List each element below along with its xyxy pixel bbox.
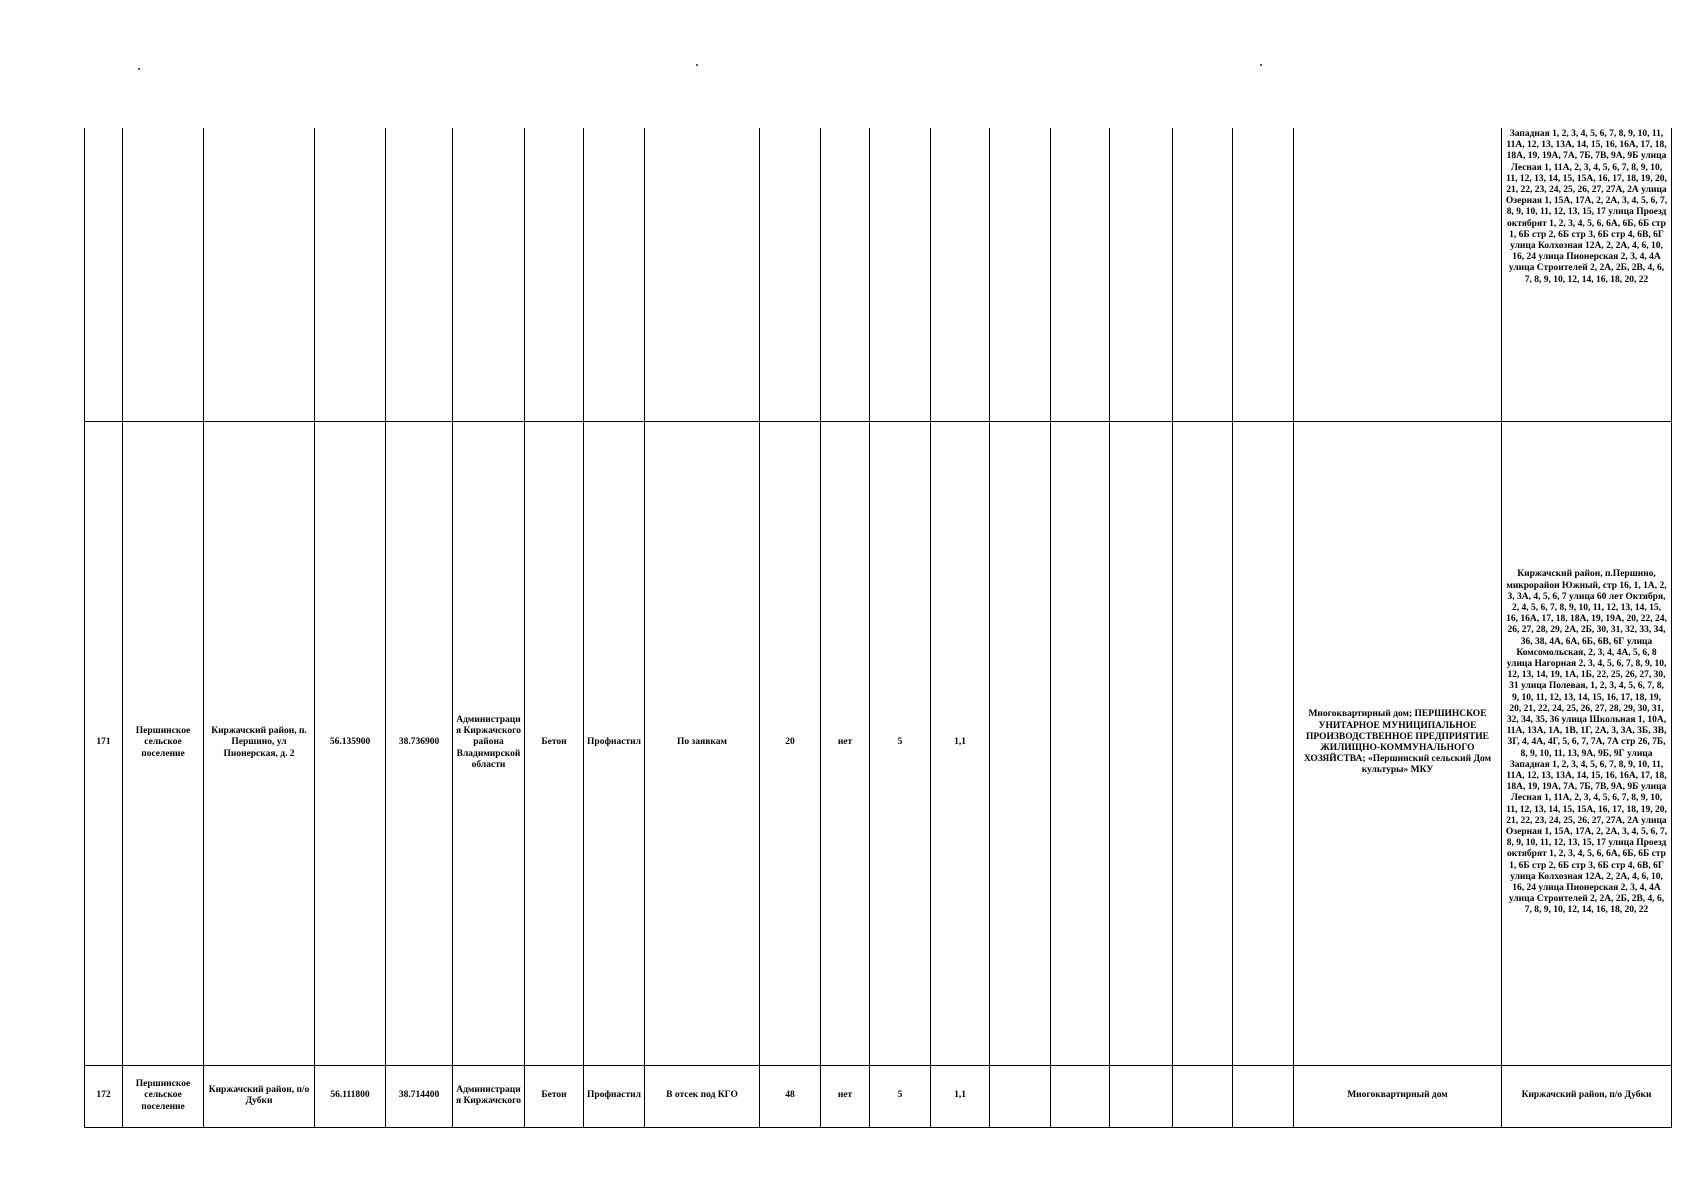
blank-cell [1110,421,1173,1065]
separate-collection-cell [821,128,870,421]
cover-cell: Профнастил [584,421,645,1065]
blank-cell [1233,421,1294,1065]
blank-cell [990,421,1051,1065]
blank-cell [990,128,1051,421]
surface-cell: Бетон [525,421,584,1065]
blank-cell [1051,421,1110,1065]
owner-cell [453,128,525,421]
blank-cell [1173,421,1233,1065]
latitude-cell: 56.135900 [315,421,386,1065]
latitude-cell: 56.111800 [315,1065,386,1127]
coverage-area-cell: Киржачский район, п/о Дубки [1502,1065,1672,1127]
row-number-cell: 172 [85,1065,123,1127]
scan-speck [696,64,698,66]
container-volume-cell: 1,1 [931,1065,990,1127]
longitude-cell: 38.714400 [386,1065,453,1127]
coverage-area-cell: Западная 1, 2, 3, 4, 5, 6, 7, 8, 9, 10, 11, 11А, 12, 13, 13А, 14, 15, 16, 16А, 17, 18, 18А, 19, 19А, 7А, 7Б, 7В, 9А, 9Б улица Лесная 1, 11А, 2, 3, 4, 5, 6, 7, 8, 9, 10, 11, 12, 13, 14, 15, 15А, 16, 17, 18, 19, 20, 21, 22, 23, 24, 25, 26, 27, 27А, 2А улица Озерная 1, 15А, 17А, 2, 2А, 3, 4, 5, 6, 7, 8, 9, 10, 11, 12, 13, 15, 17 улица Проезд октябрят 1, 2, 3, 4, 5, 6, 6А, 6Б, 6Б стр 1, 6Б стр 2, 6Б стр 3, 6Б стр 4, 6В, 6Г улица Колхозная 12А, 2, 2А, 4, 6, 10, 16, 24 улица Пионерская 2, 3, 4, 4А улица Строителей 2, 2А, 2Б, 2В, 4, 6, 7, 8, 9, 10, 12, 14, 16, 18, 20, 22 [1502,128,1672,421]
scan-speck [138,68,140,70]
owner-cell: Администрация Киржачского района Владимирской области [453,421,525,1065]
settlement-cell [123,128,204,421]
blank-cell [1110,1065,1173,1127]
waste-source-cell: Многоквартирный дом; ПЕРШИНСКОЕ УНИТАРНОЕ МУНИЦИПАЛЬНОЕ ПРОИЗВОДСТВЕННОЕ ПРЕДПРИЯТИЕ ЖИЛИЩНО-КОММУНАЛЬНОГО ХОЗЯЙСТВА; «Першинский сельский Дом культуры» МКУ [1294,421,1502,1065]
blank-cell [1233,1065,1294,1127]
separate-collection-cell: нет [821,1065,870,1127]
containers-count-cell: 20 [760,421,821,1065]
container-sites-register-table [84,128,1672,1128]
surface-cell [525,128,584,421]
scan-speck [1260,64,1262,66]
blank-cell [1051,1065,1110,1127]
table-row [85,128,1672,421]
blank-cell [1173,1065,1233,1127]
settlement-cell: Першинское сельское поселение [123,421,204,1065]
blank-cell [990,1065,1051,1127]
container-volume-cell [931,128,990,421]
containers-count-cell: 48 [760,1065,821,1127]
separate-collection-cell: нет [821,421,870,1065]
waste-source-cell: Многоквартирный дом [1294,1065,1502,1127]
container-placement-cell [645,128,760,421]
settlement-cell: Першинское сельское поселение [123,1065,204,1127]
coverage-area-cell: Киржачский район, п.Першино, микрорайон Южный, стр 16, 1, 1А, 2, 3, 3А, 4, 5, 6, 7 улица 60 лет Октября, 2, 4, 5, 6, 7, 8, 9, 10, 11, 12, 13, 14, 15, 16, 16А, 17, 18, 18А, 19, 19А, 20, 22, 24, 26, 27, 28, 29, 2А, 2Б, 30, 31, 32, 33, 34, 36, 38, 4А, 6А, 6Б, 6В, 6Г улица Комсомольская, 2, 3, 4, 4А, 5, 6, 8 улица Нагорная 2, 3, 4, 5, 6, 7, 8, 9, 10, 12, 13, 14, 19, 1А, 1Б, 22, 25, 26, 27, 30, 31 улица Полевая, 1, 2, 3, 4, 5, 6, 7, 8, 9, 10, 11, 12, 13, 14, 15, 16, 17, 18, 19, 20, 21, 22, 24, 25, 26, 27, 28, 29, 30, 31, 32, 34, 35, 36 улица Школьная 1, 10А, 11А, 13А, 1А, 1В, 1Г, 2А, 3, 3А, 3Б, 3В, 3Г, 4, 4А, 4Г, 5, 6, 7, 7А, 7А стр 26, 7Б, 8, 9, 10, 11, 13, 9А, 9Б, 9Г улица Западная 1, 2, 3, 4, 5, 6, 7, 8, 9, 10, 11, 11А, 12, 13, 13А, 14, 15, 16, 16А, 17, 18, 18А, 19, 19А, 7А, 7Б, 7В, 9А, 9Б улица Лесная 1, 11А, 2, 3, 4, 5, 6, 7, 8, 9, 10, 11, 12, 13, 14, 15, 15А, 16, 17, 18, 19, 20, 21, 22, 23, 24, 25, 26, 27, 27А, 2А улица Озерная 1, 15А, 17А, 2, 2А, 3, 4, 5, 6, 7, 8, 9, 10, 11, 12, 13, 15, 17 улица Проезд октябрят 1, 2, 3, 4, 5, 6, 6А, 6Б, 6Б стр 1, 6Б стр 2, 6Б стр 3, 6Б стр 4, 6В, 6Г улица Колхозная 12А, 2, 2А, 4, 6, 10, 16, 24 улица Пионерская 2, 3, 4, 4А улица Строителей 2, 2А, 2Б, 2В, 4, 6, 7, 8, 9, 10, 12, 14, 16, 18, 20, 22 [1502,421,1672,1065]
address-cell: Киржачский район, п/о Дубки [204,1065,315,1127]
blank-cell [1173,128,1233,421]
table-row [85,421,1672,1065]
address-cell [204,128,315,421]
blank-cell [1233,128,1294,421]
table-row [85,1065,1672,1127]
waste-source-cell [1294,128,1502,421]
surface-cell: Бетон [525,1065,584,1127]
latitude-cell [315,128,386,421]
longitude-cell [386,128,453,421]
longitude-cell: 38.736900 [386,421,453,1065]
containers-planned-cell: 5 [870,421,931,1065]
owner-cell: Администрация Киржачского [453,1065,525,1127]
address-cell: Киржачский район, п. Першино, ул Пионерская, д. 2 [204,421,315,1065]
row-number-cell: 171 [85,421,123,1065]
container-placement-cell: По заявкам [645,421,760,1065]
row-number-cell [85,128,123,421]
cover-cell [584,128,645,421]
containers-count-cell [760,128,821,421]
cover-cell: Профнастил [584,1065,645,1127]
blank-cell [1110,128,1173,421]
containers-planned-cell: 5 [870,1065,931,1127]
container-volume-cell: 1,1 [931,421,990,1065]
containers-planned-cell [870,128,931,421]
container-placement-cell: В отсек под КГО [645,1065,760,1127]
blank-cell [1051,128,1110,421]
